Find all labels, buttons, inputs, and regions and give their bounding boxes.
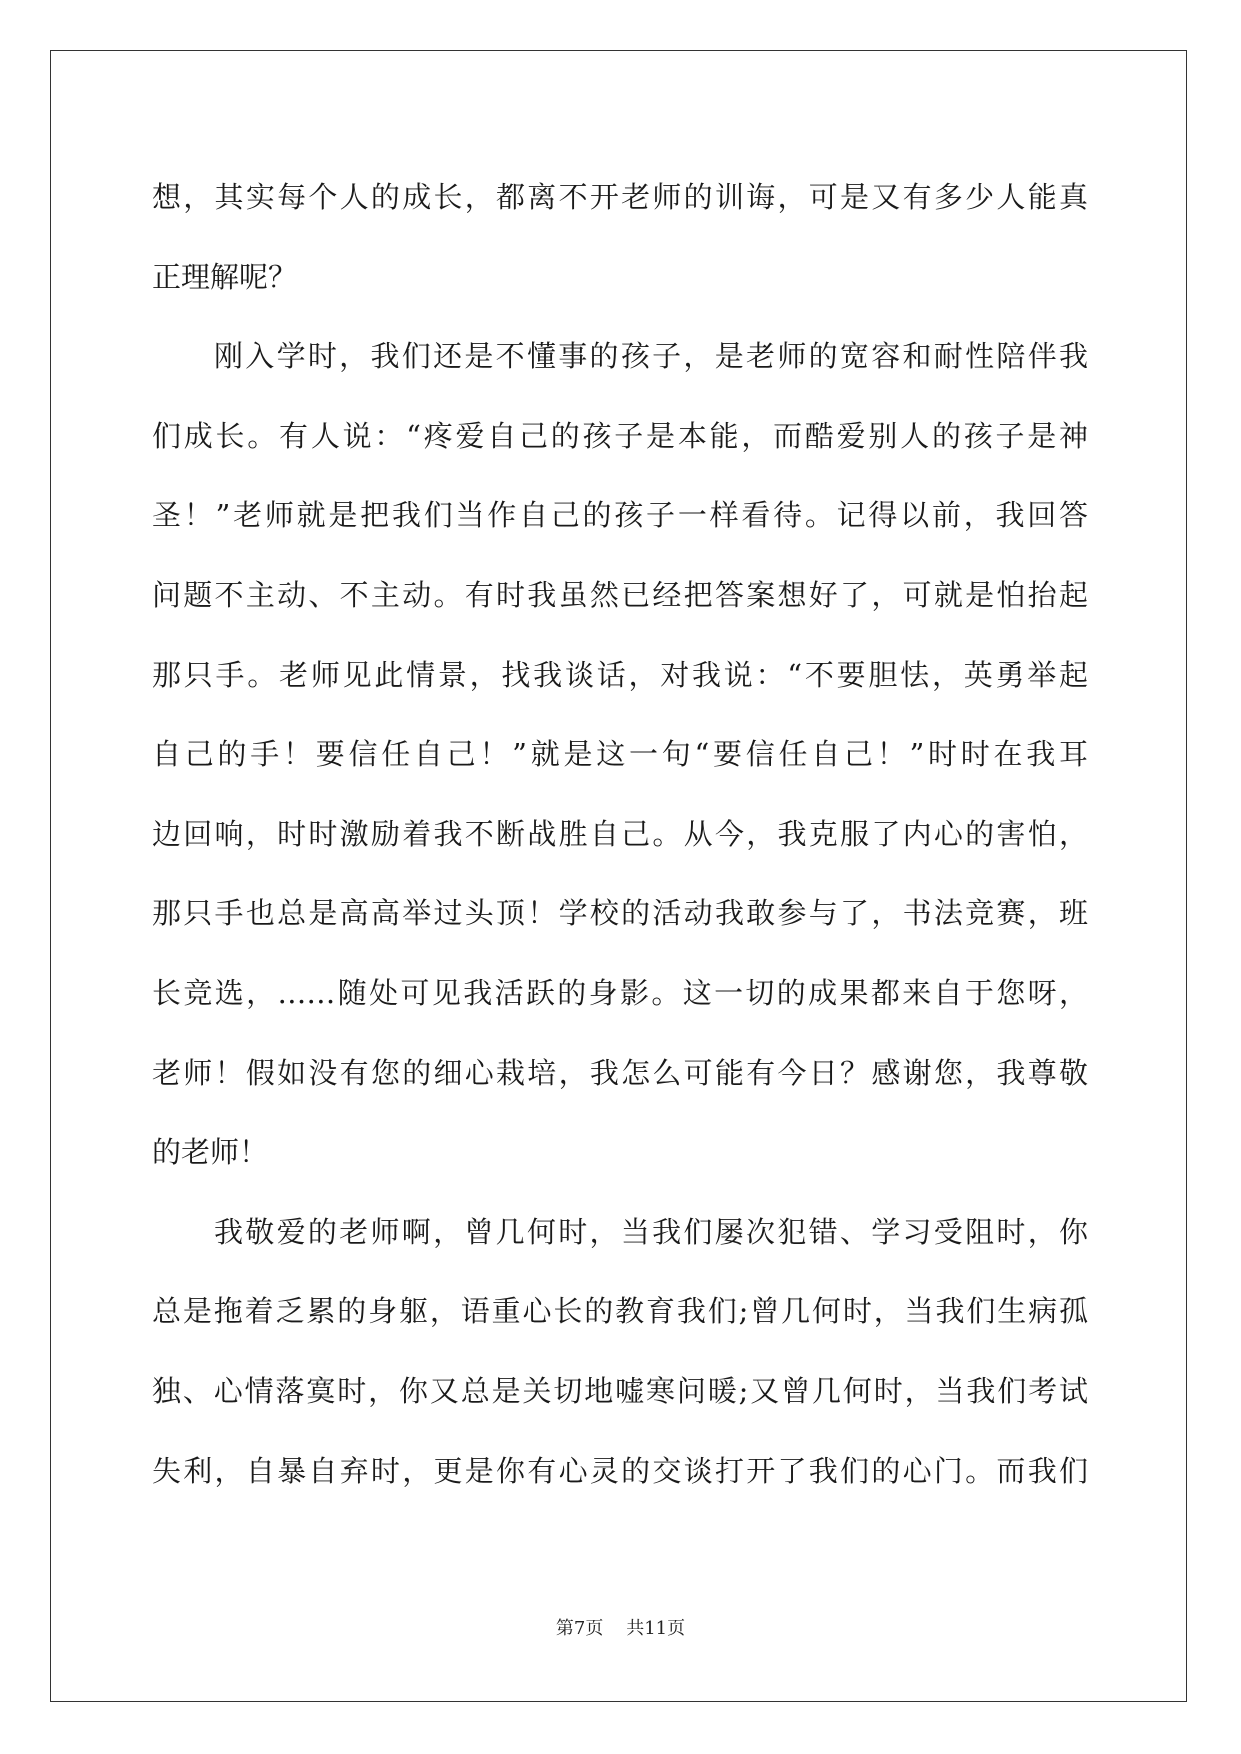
page-number: 第7页 [555,1618,604,1639]
text-line: 总是拖着乏累的身躯，语重心长的教育我们;曾几何时，当我们生病孤 [152,1294,1088,1329]
text-line: 独、心情落寞时，你又总是关切地嘘寒问暖;又曾几何时，当我们考试 [152,1373,1088,1408]
page-footer [0,1614,1241,1640]
document-body [152,158,1088,1511]
text-line: 长竞选，……随处可见我活跃的身影。这一切的成果都来自于您呀， [152,975,1088,1010]
text-line: 失利，自暴自弃时，更是你有心灵的交谈打开了我们的心门。而我们 [152,1453,1088,1488]
text-line: 自己的手！要信任自己！”就是这一句“要信任自己！”时时在我耳 [152,737,1088,772]
text-line: 老师！假如没有您的细心栽培，我怎么可能有今日？感谢您，我尊敬 [152,1055,1088,1090]
text-line: 问题不主动、不主动。有时我虽然已经把答案想好了，可就是怕抬起 [152,577,1088,612]
paragraph-first-line: 我敬爱的老师啊，曾几何时，当我们屡次犯错、学习受阻时，你 [214,1214,1088,1249]
text-line: 正理解呢？ [152,259,298,294]
text-line: 边回响，时时激励着我不断战胜自己。从今，我克服了内心的害怕， [152,816,1088,851]
text-line: 的老师！ [152,1135,269,1170]
text-line: 想，其实每个人的成长，都离不开老师的训诲，可是又有多少人能真 [152,180,1088,214]
text-line: 那只手。老师见此情景，找我谈话，对我说：“不要胆怯，英勇举起 [152,657,1088,692]
page-total: 共11页 [626,1618,686,1639]
text-line: 圣！”老师就是把我们当作自己的孩子一样看待。记得以前，我回答 [152,498,1088,533]
paragraph-first-line: 刚入学时，我们还是不懂事的孩子，是老师的宽容和耐性陪伴我 [214,339,1088,374]
text-line: 们成长。有人说：“疼爱自己的孩子是本能，而酷爱别人的孩子是神 [152,418,1088,453]
text-line: 那只手也总是高高举过头顶！学校的活动我敢参与了，书法竞赛，班 [152,896,1088,931]
